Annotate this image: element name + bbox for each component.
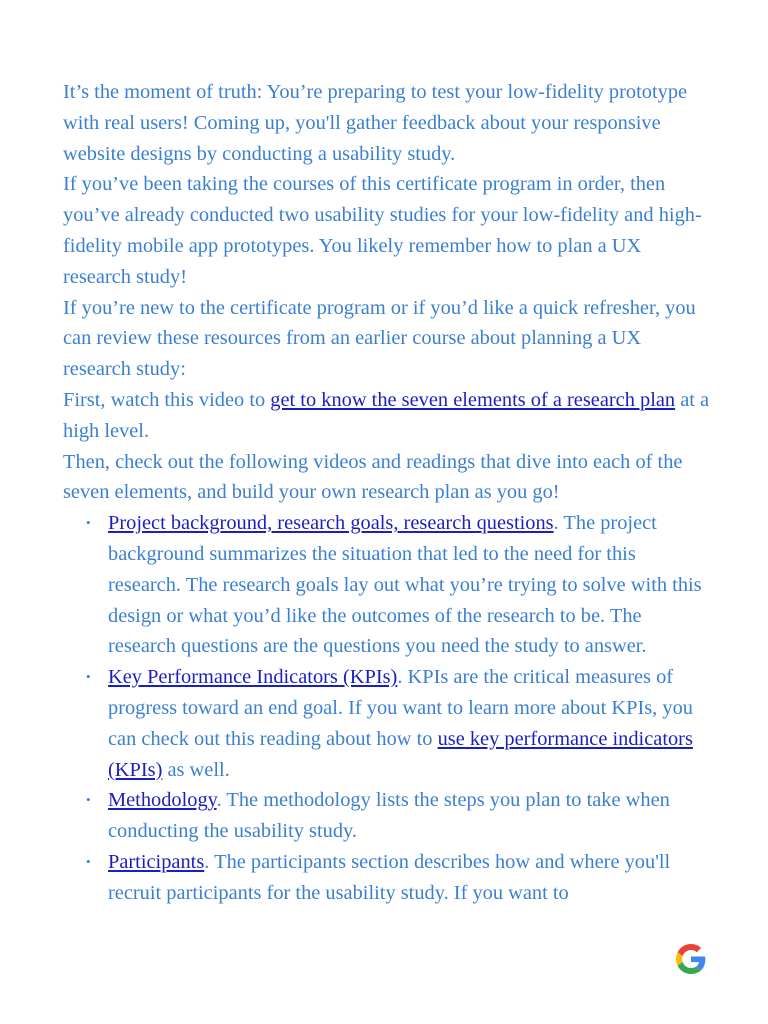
seven-elements-link[interactable]: get to know the seven elements of a research plan bbox=[270, 388, 676, 411]
list-item-text: . The project background summarizes the situation that led to the need for this research. The research goals lay out what you’re trying to solve with this design or what you’d like the outcomes of the research to be. The research questions are the questions you need the study to answer. bbox=[108, 512, 702, 658]
list-item bbox=[108, 662, 713, 785]
use-kpis-link[interactable]: use key performance indicators (KPIs) bbox=[108, 727, 693, 781]
google-g-icon bbox=[676, 944, 706, 974]
list-item-text: . The participants section describes how and where you'll recruit participants for the usability study. If you want to bbox=[108, 850, 671, 904]
list-item bbox=[108, 508, 713, 662]
kpis-link[interactable]: Key Performance Indicators (KPIs) bbox=[108, 666, 398, 689]
first-step-text: First, watch this video to bbox=[63, 388, 271, 411]
project-background-link[interactable]: Project background, research goals, research questions bbox=[108, 512, 554, 535]
new-learners-paragraph: If you’re new to the certificate program or if you’d like a quick refresher, you can review these resources from an earlier course about planning a UX research study: bbox=[63, 296, 696, 381]
list-item-text: . The methodology lists the steps you plan to take when conducting the usability study. bbox=[108, 789, 670, 843]
research-elements-list bbox=[63, 508, 713, 908]
first-step-paragraph bbox=[63, 385, 713, 447]
document-body bbox=[63, 77, 713, 909]
list-item-text-end: as well. bbox=[162, 758, 230, 781]
methodology-link[interactable]: Methodology bbox=[108, 789, 217, 812]
prior-courses-paragraph: If you’ve been taking the courses of this certificate program in order, then you’ve already conducted two usability studies for your low-fidelity and high-fidelity mobile app prototypes. You likely remember how to plan a UX research study! bbox=[63, 173, 702, 288]
participants-link[interactable]: Participants bbox=[108, 850, 205, 873]
list-item bbox=[108, 785, 713, 847]
intro-paragraph: It’s the moment of truth: You’re preparing to test your low-fidelity prototype with real users! Coming up, you'll gather feedback about your responsive website designs by conducting a usability study. bbox=[63, 81, 688, 165]
list-item bbox=[108, 847, 713, 909]
then-paragraph: Then, check out the following videos and readings that dive into each of the seven elements, and build your own research plan as you go! bbox=[63, 450, 683, 504]
first-step-text-end: at a high level. bbox=[63, 388, 710, 442]
list-item-text: . KPIs are the critical measures of progress toward an end goal. If you want to learn more about KPIs, you can check out this reading about how to bbox=[108, 666, 693, 750]
